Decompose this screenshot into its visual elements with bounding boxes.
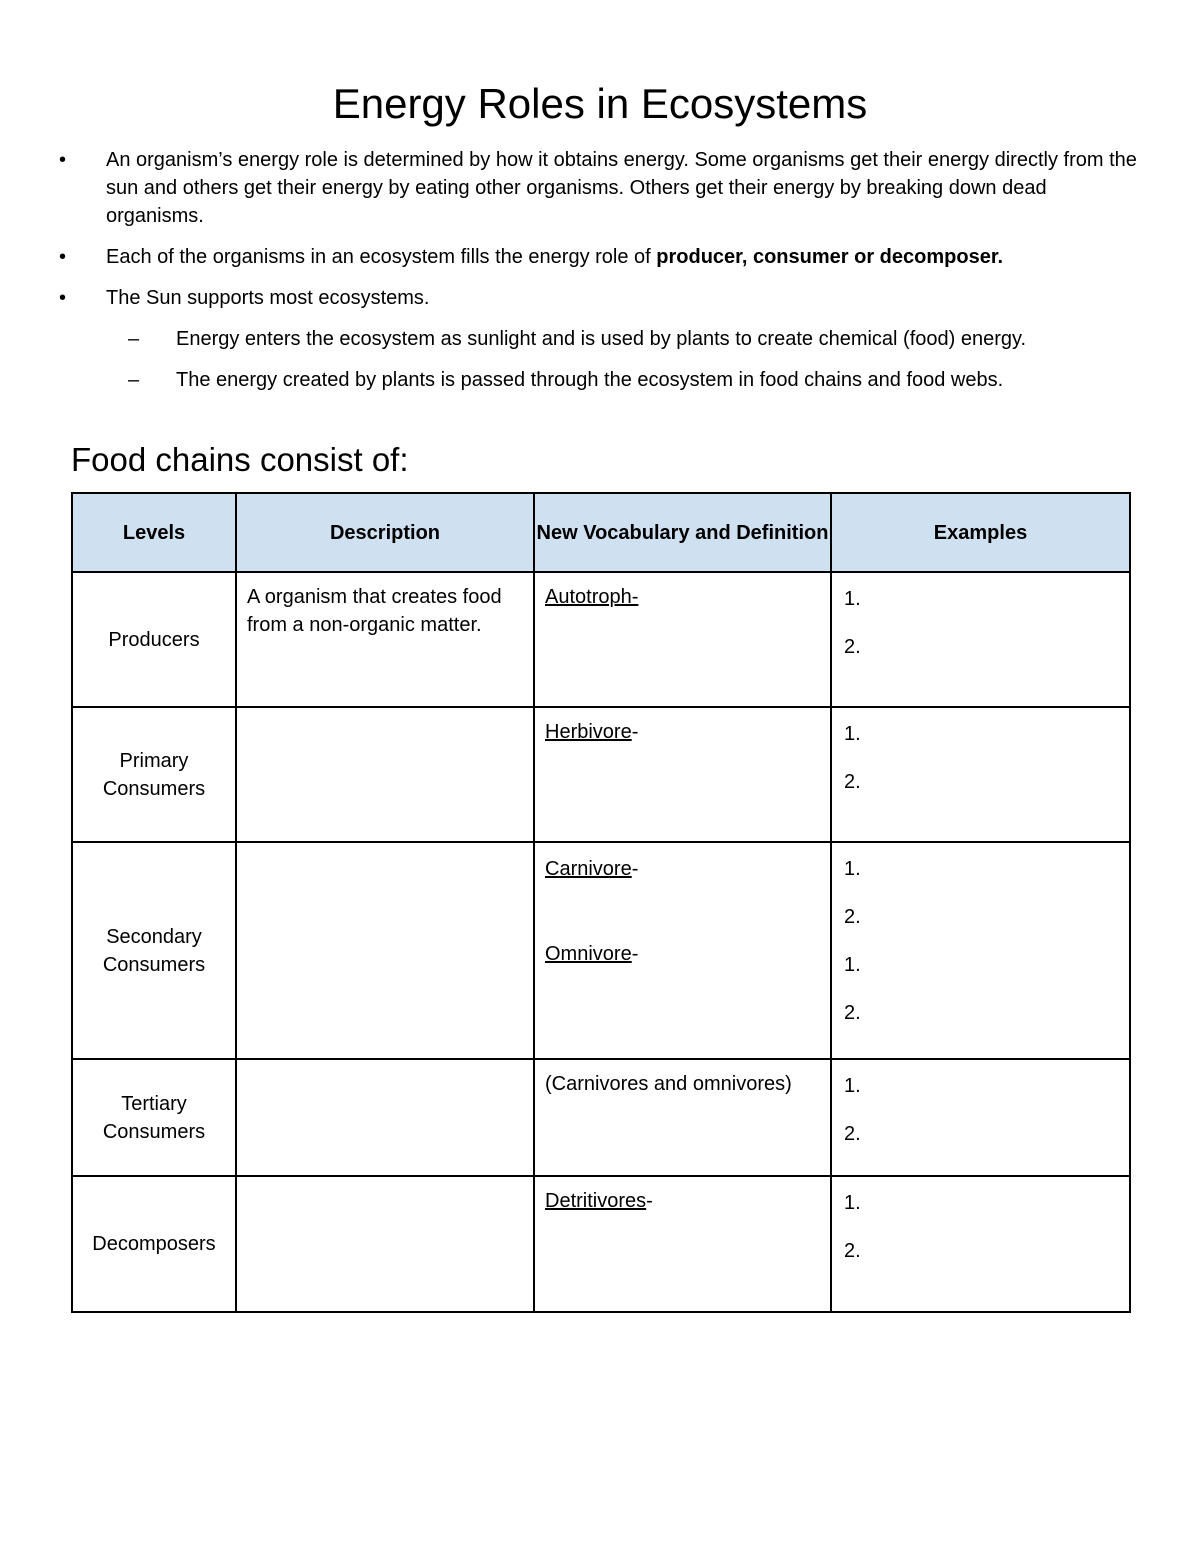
level-cell: Primary Consumers <box>72 707 236 842</box>
table-row <box>72 707 1130 842</box>
bullet-text-bold: producer, consumer or decomposer. <box>656 246 1004 268</box>
vocabulary-cell[interactable] <box>534 1176 831 1312</box>
vocab-term: Detritivores <box>545 1190 647 1212</box>
examples-cell[interactable] <box>831 842 1130 1059</box>
bullet-marker: • <box>59 149 67 171</box>
sub-bullet-item <box>0 325 1200 353</box>
bullet-item <box>0 146 1200 230</box>
examples-cell[interactable] <box>831 1176 1130 1312</box>
example-number: 1. <box>844 858 861 880</box>
examples-cell[interactable] <box>831 1059 1130 1176</box>
description-cell[interactable] <box>236 1059 534 1176</box>
vocabulary-cell[interactable] <box>534 707 831 842</box>
description-cell[interactable] <box>236 1176 534 1312</box>
vocabulary-cell[interactable] <box>534 1059 831 1176</box>
example-number: 2. <box>844 636 861 658</box>
example-number: 2. <box>844 1123 861 1145</box>
description-cell[interactable] <box>236 707 534 842</box>
section-heading: Food chains consist of: <box>71 441 409 478</box>
example-number: 1. <box>844 1192 861 1214</box>
vocab-note: (Carnivores and omnivores) <box>545 1073 792 1095</box>
vocab-suffix: - <box>646 1190 653 1212</box>
sub-bullet-item <box>0 366 1200 394</box>
sub-bullet-marker: – <box>128 328 140 350</box>
example-number: 1. <box>844 588 861 610</box>
table-header-row <box>72 493 1130 572</box>
vocab-suffix: - <box>631 721 639 743</box>
food-chain-table <box>71 492 1131 1313</box>
vocabulary-cell[interactable] <box>534 572 831 707</box>
vocab-term: Herbivore <box>545 721 632 743</box>
example-number: 2. <box>844 1002 861 1024</box>
bullet-item <box>0 243 1200 271</box>
header-examples: Examples <box>831 493 1130 572</box>
examples-cell[interactable] <box>831 572 1130 707</box>
vocab-suffix: - <box>631 858 639 880</box>
sub-bullet-text: The energy created by plants is passed through the ecosystem in food chains and food webs. <box>176 369 1004 391</box>
vocab-term: Autotroph- <box>545 586 639 608</box>
table-row <box>72 1059 1130 1176</box>
bullet-marker: • <box>59 246 67 268</box>
description-cell[interactable] <box>236 842 534 1059</box>
example-number: 1. <box>844 1075 861 1097</box>
sub-bullet-marker: – <box>128 369 140 391</box>
header-levels: Levels <box>72 493 236 572</box>
vocab-term: Carnivore <box>545 858 632 880</box>
bullet-text: Each of the organisms in an ecosystem fills the energy role of <box>106 246 657 268</box>
table-row <box>72 1176 1130 1312</box>
bullet-item <box>0 284 1200 312</box>
bullet-text: The Sun supports most ecosystems. <box>106 287 430 309</box>
description-cell[interactable] <box>236 572 534 707</box>
vocabulary-cell[interactable] <box>534 842 831 1059</box>
vocab-suffix: - <box>631 943 639 965</box>
example-number: 2. <box>844 906 861 928</box>
header-description: Description <box>236 493 534 572</box>
level-cell: Decomposers <box>72 1176 236 1312</box>
example-number: 1. <box>844 954 861 976</box>
bullet-marker: • <box>59 287 67 309</box>
table-row <box>72 572 1130 707</box>
example-number: 1. <box>844 723 861 745</box>
header-vocabulary: New Vocabulary and Definition <box>534 493 831 572</box>
level-cell: Secondary Consumers <box>72 842 236 1059</box>
page-title: Energy Roles in Ecosystems <box>332 80 868 127</box>
level-cell: Producers <box>72 572 236 707</box>
bullet-text: An organism’s energy role is determined by how it obtains energy. Some organisms get their energy directly from the sun and others get their energy by eating other organisms. Others get their energy by breaking down dead organisms. <box>106 149 1137 227</box>
example-number: 2. <box>844 1240 861 1262</box>
sub-bullet-text: Energy enters the ecosystem as sunlight and is used by plants to create chemical (food) energy. <box>176 328 1027 350</box>
table-row <box>72 842 1130 1059</box>
example-number: 2. <box>844 771 861 793</box>
examples-cell[interactable] <box>831 707 1130 842</box>
description-text: A organism that creates food from a non-organic matter. <box>247 586 502 636</box>
vocab-term: Omnivore <box>545 943 632 965</box>
level-cell: Tertiary Consumers <box>72 1059 236 1176</box>
intro-bullet-list <box>0 146 1200 407</box>
